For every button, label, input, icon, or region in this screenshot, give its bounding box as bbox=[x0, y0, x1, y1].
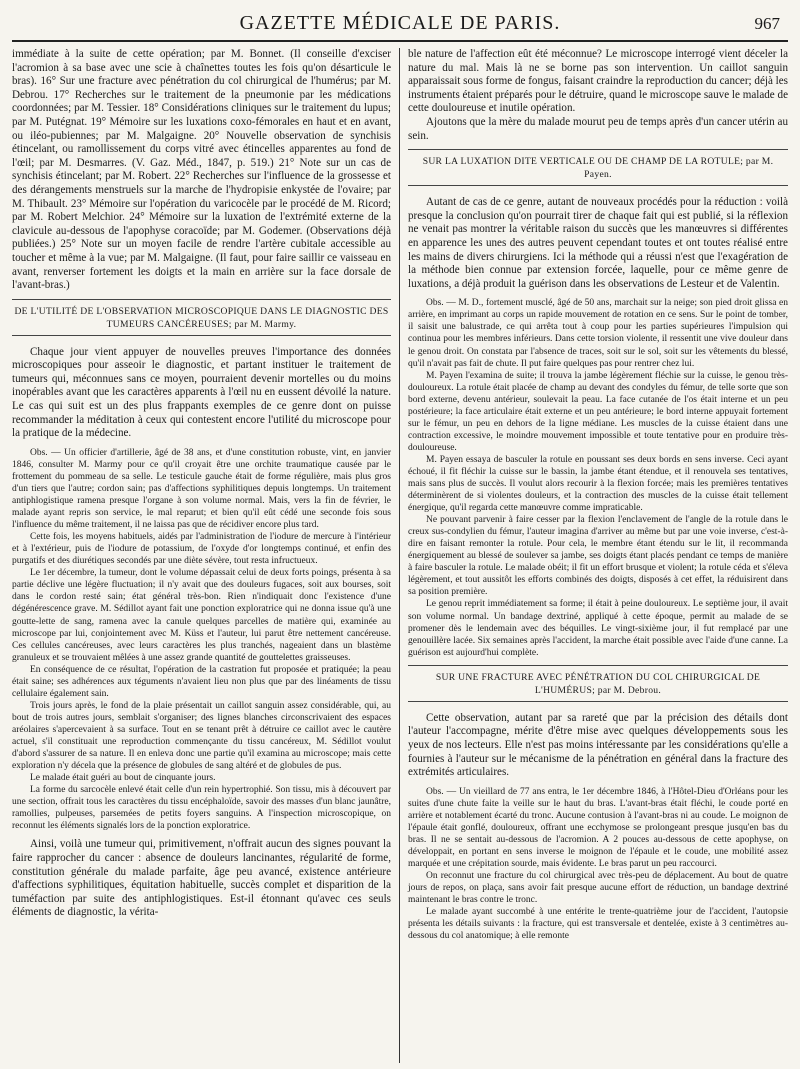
paragraph: ble nature de l'affection eût été méconnue? Le microscope interrogé vient déceler la nature du mal. Mais là ne se borne pas son intervention. Un caillot sanguin apparaissait sous forme de fongus, faisant craindre la reproduction du cancer; déjà les instruments étaient préparés pour le détruire, quand le microscope sauve le malade de cette douloureuse et inutile opération. bbox=[408, 48, 788, 115]
page-number: 967 bbox=[754, 14, 780, 33]
paragraph: Ainsi, voilà une tumeur qui, primitivement, n'offrait aucun des signes pouvant la faire rapprocher du cancer : absence de douleurs lancinantes, régularité de forme, constitution générale du malade parfaite, âge peu avancé, existence antérieure d'affections syphilitiques, équitation habituelle, succès complet et disparition de la tuméfaction par suite des antiphlogistiques. Est-il étonnant qu'avec ces seuls éléments de diagnostic, la vérita- bbox=[12, 838, 391, 919]
left-column bbox=[12, 48, 400, 1063]
observation-paragraph: En conséquence de ce résultat, l'opération de la castration fut proposée et pratiquée; la peau était saine; ses adhérences aux téguments n'avaient lieu non plus que par des linéaments de tissu cellulaire également sain. bbox=[12, 664, 391, 699]
observation-paragraph: Le malade ayant succombé à une entérite le trente-quatrième jour de l'accident, l'autopsie présenta les détails suivants : la fracture, qui est transversale et dentelée, existe à 3 centimètres au-dessous du col anatomique; à elle remonte bbox=[408, 907, 788, 942]
observation-paragraph: Obs. — M. D., fortement musclé, âgé de 50 ans, marchait sur la neige; son pied droit glissa en arrière, en imprimant au corps un rapide mouvement de rotation en ce sens. Sur le point de tomber, il saisit une balustrade, ce qui arrêta tout à coup pour les parties supérieures l'impulsion qui continua pour les membres inférieurs. Dans cette torsion violente, il ressentit une vive douleur dans le genou droit. On constata par l'absence de traces, soit sur le sol, soit sur les vêtements du blessé, qu'il n'avait pas fait de chute. Il put faire quelques pas pour rentrer chez lui. bbox=[408, 298, 788, 369]
paragraph: Ajoutons que la mère du malade mourut peu de temps après d'un cancer utérin au sein. bbox=[408, 115, 788, 142]
observation-paragraph: Le 1er décembre, la tumeur, dont le volume dépassait celui de deux forts poings, présenta à sa partie déclive une légère fluctuation; il n'y avait que des douleurs fugaces, soit aux bourses, soit dans le cordon resté sain; état général très-bon. Rien n'indiquait donc l'existence d'une dégénérescence grave. M. Sédillot ayant fait une ponction exploratrice qui ne donna issue qu'à une goutte-lette de sang, ramena avec la canule quelques parcelles de matière qui, examinée au microscope par lui, conjointement avec M. Küss et l'auteur, lui parut être nettement cancéreuse. Ces cellules cancéreuses, avec leurs caractères les plus tranchés, nageaient dans un blastème granuleux et se trouvaient mêlées à une assez grande quantité de gouttelettes graisseuses. bbox=[12, 568, 391, 663]
observation-paragraph: Le malade était guéri au bout de cinquante jours. bbox=[30, 773, 216, 784]
section-title: SUR LA LUXATION DITE VERTICALE OU DE CHAMP DE LA ROTULE; par M. Payen. bbox=[422, 156, 774, 181]
section-heading bbox=[408, 665, 788, 702]
observation-paragraph: On reconnut une fracture du col chirurgical avec très-peu de déplacement. Au bout de quatre jours de repos, on plaça, sans avoir fait presque aucune effort de réduction, un bandage dextriné maintenant le bras contre le tronc. bbox=[408, 871, 788, 906]
section-title: SUR UNE FRACTURE AVEC PÉNÉTRATION DU COL CHIRURGICAL DE L'HUMÉRUS; par M. Debrou. bbox=[435, 671, 761, 696]
section-rule bbox=[12, 299, 391, 300]
section-heading bbox=[12, 299, 391, 336]
observation-paragraph: La forme du sarcocèle enlevé était celle d'un rein hypertrophié. Son tissu, mis à découvert par une section, offrait tous les caractères du tissu encéphaloïde, savoir des masses d'un blanc jaunâtre, ramollies, pulpeuses, parsemées de petits foyers sanguins. A l'inspection microscopique, on reconnut les éléments signalés lors de la ponction exploratrice. bbox=[12, 785, 391, 832]
observation-paragraph: Obs. — Un vieillard de 77 ans entra, le 1er décembre 1846, à l'Hôtel-Dieu d'Orléans pour les suites d'une chute faite la veille sur le haut du bras. L'avant-bras était fléchi, le coude porté en arrière et notablement écarté du tronc. Aucune contusion à l'avant-bras ni au coude. Le moignon de l'épaule était gonflé, douloureux, offrant une ecchymose se prolongeant presque jusqu'en bas du bras. Il ne se sentait au-dessous de l'acromion. A 2 pouces au-dessous de cette apophyse, on développait, en portant en sens inverse le moignon de l'épaule et le coude, une mobilité assez marquée et une crépitation sourde, mais évidente. Le bras parut un peu raccourci. bbox=[408, 786, 788, 869]
section-rule bbox=[408, 665, 788, 666]
section-rule bbox=[408, 149, 788, 150]
section-rule bbox=[408, 701, 788, 702]
paragraph: Cette observation, autant par sa rareté que par la précision des détails dont l'auteur l'accompagne, mérite d'être mise avec quelques développements sous les yeux de nos lecteurs. Elle n'est pas moins intéressante par les considérations qu'elle a fournies à l'auteur sur le mécanisme de la pénétration en général dans la fracture des extrémités articulaires. bbox=[408, 711, 788, 779]
observation-paragraph: Obs. — Un officier d'artillerie, âgé de 38 ans, et d'une constitution robuste, vint, en janvier 1846, consulter M. Marmy pour ce qu'il croyait être une orchite traumatique causée par le frottement du pommeau de sa selle. Le testicule gauche était de forme régulière, mais plus gros d'un tiers que l'autre; cordon sain; pas d'affections syphilitiques depuis longtemps. Un traitement antiphlogistique ramena presque l'organe à son volume normal. Mais, vers la fin de février, le malade ayant repris son service, le mal reparut; et bien qu'il eût cédé une seconde fois sous l'influence du même traitement, il ne laissa pas que de récidiver encore plus tard. bbox=[12, 447, 391, 531]
paragraph: Chaque jour vient appuyer de nouvelles preuves l'importance des données microscopiques pour asseoir le diagnostic, et partant instituer le traitement de tumeurs qui, méconnues sans ce moyen, pourraient devenir mortelles ou du moins inopérables avant que les caractères apparents à l'œil nu en eussent dévoilé la nature. Le cas qui suit est un des plus frappants exemples de ce genre dont on puisse recommander la méditation à ceux qui contestent encore l'utilité du microscope pour la pratique de la médecine. bbox=[12, 345, 391, 440]
section-rule bbox=[12, 335, 391, 336]
header-rule bbox=[12, 40, 788, 42]
observation-paragraph: Le genou reprit immédiatement sa forme; il était à peine douloureux. Le septième jour, il avait son volume normal. Un bandage dextriné, appliqué à cette époque, permit au malade de se promener dès le lendemain avec des béquilles. Le vingt-sixième jour, il fut remplacé par une genouillère lacée. Six semaines après l'accident, la marche était possible avec l'aide d'une canne. La guérison est aujourd'hui complète. bbox=[408, 599, 788, 658]
section-title: DE L'UTILITÉ DE L'OBSERVATION MICROSCOPIQUE DANS LE DIAGNOSTIC DES TUMEURS CANCÉREUSES; par M. Marmy. bbox=[14, 305, 389, 330]
two-column-body bbox=[12, 48, 788, 1063]
observation-paragraph: M. Payen l'examina de suite; il trouva la jambe légèrement fléchie sur la cuisse, le genou très-douloureux. La rotule était placée de champ au devant des condyles du fémur, de telle sorte que son bord externe, devenu antérieur, soulevait la peau. La face cutanée de l'os était interne et un peu postérieure; la face articulaire était externe et un peu antérieure; le bord interne appuyait fortement sur le fémur, un peu en dehors de la ligne médiane. Les muscles de la cuisse étaient dans une contraction excessive, le moindre mouvement impossible et toute tentative pour en produire très-douloureuse. bbox=[408, 370, 788, 453]
paragraph: Autant de cas de ce genre, autant de nouveaux procédés pour la réduction : voilà presque la conclusion qu'on pourrait tirer de chaque fait qui est publié, si la réflexion ne venait pas montrer la véritable raison du succès que les manœuvres si différentes en apparence les unes des autres peuvent cependant toutes et ont toutes réalisé entre les mains de divers chirurgiens. Ici la méthode qui a réussi n'est que l'exagération de la méthode bien connue par extension forcée, laquelle, pour ce même genre de luxations, a déjà produit la guérison dans les observations de Lesteur et de Valentin. bbox=[408, 196, 788, 290]
paragraph: immédiate à la suite de cette opération; par M. Bonnet. (Il conseille d'exciser l'acromion à sa base avec une scie à chaînettes toutes les fois qu'on désarticule le bras). 16° Sur une fracture avec pénétration du col chirurgical de l'humérus; par M. Debrou. 17° Recherches sur le traitement de la pneumonie par les médications coordonnées; par M. Tessier. 18° Considérations cliniques sur le traitement du lupus; par M. Putégnat. 19° Mémoire sur les luxations coxo-fémorales en haut et en avant, ou iléo-pubiennes; par M. Malgaigne. 20° Nouvelle observation de synchisis étincelant, ou ramollissement du corps vitré avec étincelles apparentes au fond de l'œil; par M. Desmarres. (V. Gaz. Méd., 1847, p. 519.) 21° Note sur un cas de synchisis étincelant; par M. Robert. 22° Recherches sur l'influence de la grossesse et des dérangements menstruels sur la marche de l'hydropisie enkystée de l'ovaire; par M. Thibault. 23° Mémoire sur l'opération du varicocèle par le procédé de M. Ricord; par M. Robert Melchior. 24° Mémoire sur la luxation de l'extrémité externe de la clavicule au-dessous de l'apophyse coracoïde; par M. Godemer. (Observations déjà publiées.) 25° Note sur un moyen facile de rendre l'artère cubitale accessible au toucher et même à la vue; par M. Malgaigne. (Il faut, pour faire saillir ce vaisseau en avant, renverser fortement les doigts et la main en arrière sur la face dorsale de l'avant-bras.) bbox=[12, 48, 391, 292]
right-column bbox=[400, 48, 788, 1063]
journal-title: GAZETTE MÉDICALE DE PARIS. bbox=[239, 12, 561, 34]
observation-paragraph: Ne pouvant parvenir à faire cesser par la flexion l'enclavement de l'angle de la rotule dans le creux sus-condylien du fémur, l'auteur imagina d'arriver au même but par une voie inverse, c'est-à-dire en faisant remonter la rotule. Pour cela, le membre étant étendu sur le lit, il recommanda énergiquement au blessé de soulever sa jambe, ses doigts étant placés pendant ce temps de manière à faire basculer la rotule. Le malade obéit; il fit un effort brusque et violent; la rotule céda et s'éleva légèrement, et tout aussitôt les efforts combinés des doigts, disposés à cet effet, la réduisirent dans sa position première. bbox=[408, 515, 788, 598]
observation-paragraph: Cette fois, les moyens habituels, aidés par l'administration de l'iodure de mercure à l'intérieur et à l'extérieur, puis de l'iodure de potassium, de l'oxyde d'or longtemps continué, et enfin des purgatifs et des diurétiques secondés par une diète sévère, tout resta infructueux. bbox=[12, 532, 391, 567]
section-heading bbox=[408, 149, 788, 186]
section-rule bbox=[408, 185, 788, 186]
observation-paragraph: M. Payen essaya de basculer la rotule en poussant ses deux bords en sens inverse. Ceci ayant échoué, il fit fléchir la cuisse sur le bassin, la jambe étant étendue, et il renouvela ses tentatives, mais sans plus de succès. Il voulut alors recourir à la flexion forcée; mais les premières tentatives déterminèrent de si violentes douleurs, et la contraction des muscles de la cuisse était tellement énergique, qu'il regarda cette manœuvre comme impraticable. bbox=[408, 454, 788, 514]
observation-paragraph: Trois jours après, le fond de la plaie présentait un caillot sanguin assez considérable, qui, au bout de trois autres jours, semblait s'organiser; des lignes blanches circonscrivaient des espaces aréolaires s'apercevaient à sa surface. Tout en se tenant prêt à détruire ce caillot avec le cautère actuel, s'il constituait une reproduction commençante du tissu cancéreux, M. Sédillot voulut d'abord s'assurer de sa nature. Il en enleva donc une partie qu'il examina au microscope; mais cette exploration n'y décela que la présence de globules de sang altéré et de globules de pus. bbox=[12, 700, 391, 772]
page-header bbox=[12, 0, 788, 44]
